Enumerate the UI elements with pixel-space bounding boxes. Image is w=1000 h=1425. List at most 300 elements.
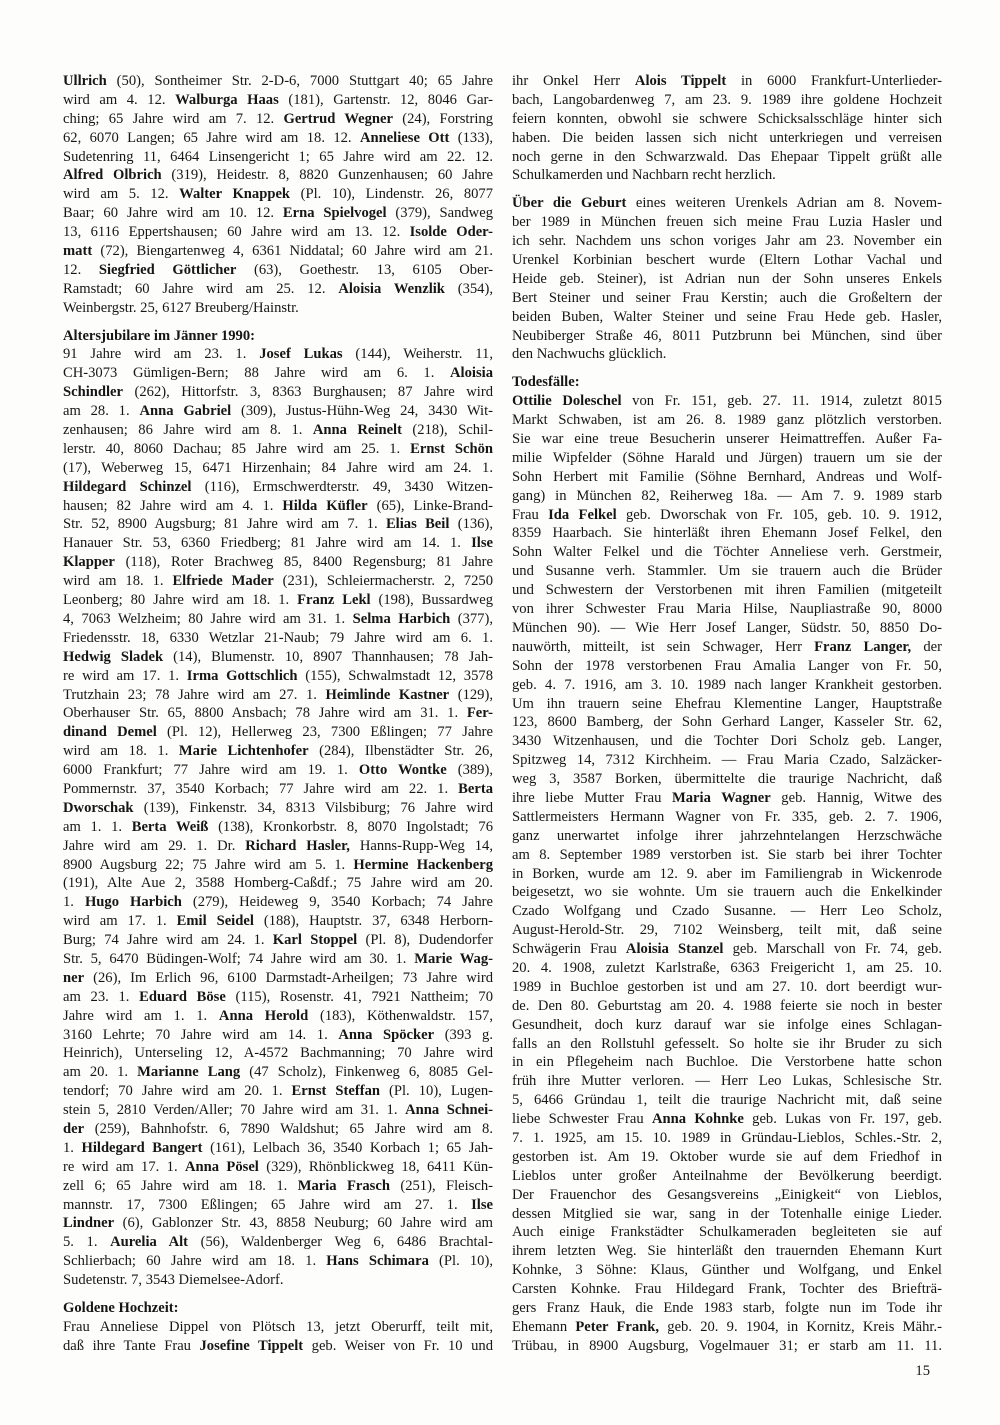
text-column-left — [63, 72, 493, 1356]
bold-name: Ottilie Doleschel — [512, 393, 622, 410]
text-line — [63, 837, 493, 856]
text-span: gestorben ist. Am 19. Oktober wurde sie auf dem Friedhof in — [512, 1148, 942, 1165]
text-span: geb. Dworschak von Fr. 105, geb. 10. 9. 1912, — [616, 506, 942, 523]
text-span: de. Den 80. Geburtstag am 20. 4. 1988 feierte sie noch in bester — [512, 997, 942, 1014]
text-span: (379), Sandweg — [386, 205, 493, 222]
bold-name: Ida Felkel — [548, 506, 617, 523]
text-line — [512, 827, 942, 846]
text-span: am 20. 1. — [63, 1064, 138, 1081]
text-line — [512, 232, 942, 251]
text-line — [512, 308, 942, 327]
text-line — [512, 695, 942, 714]
text-span: Hanns-Rupp-Weg 14, — [349, 837, 493, 854]
text-span: Str. 5, 6470 Büdingen-Wolf; 74 Jahre wird am 30. 1. — [63, 950, 415, 967]
bold-name: Ilse — [471, 535, 493, 552]
text-line — [512, 638, 942, 657]
bold-name: Karl Stoppel — [272, 932, 358, 949]
text-span: Heinrich), Unterseling 12, A-4572 Bachmanning; 70 Jahre wird — [63, 1045, 493, 1062]
text-span: (329), Rhönblickweg 18, 6411 Kün- — [258, 1158, 493, 1175]
text-span: geb. 4. 7. 1916, am 3. 10. 1989 nach langer Krankheit gestorben. — [512, 676, 942, 693]
bold-name: Ilse — [471, 1196, 493, 1213]
text-span: (309), Justus-Hühn-Weg 24, 3430 Wit- — [231, 403, 493, 420]
text-span: (136), — [449, 516, 493, 533]
text-line — [63, 648, 493, 667]
text-span: ihr Onkel Herr — [512, 73, 635, 89]
text-span: Sohn Walter Felkel und die Töchter Anneliese verh. Gerstmeir, — [512, 544, 942, 561]
text-span: (133), — [449, 129, 493, 146]
text-line — [512, 129, 942, 148]
text-line — [63, 553, 493, 572]
text-span: ich sehr. Nachdem uns schon voriges Jahr am 23. November ein — [512, 233, 942, 250]
text-line — [512, 1072, 942, 1091]
bold-name: Franz Langer, — [814, 638, 912, 655]
text-span: 6000 Frankfurt; 77 Jahre wird am 19. 1. — [63, 762, 359, 779]
text-span: Sudetenring 11, 6464 Linsengericht 1; 65 Jahre wird am 22. 12. — [63, 148, 493, 165]
text-span: Friedensstr. 18, 6330 Wetzlar 21-Naub; 79 Jahre wird am 6. 1. — [63, 629, 493, 646]
text-line — [512, 808, 942, 827]
bold-name: Lindner — [63, 1215, 115, 1232]
text-line — [63, 818, 493, 837]
text-line — [512, 1280, 942, 1299]
text-span: früh ihre Mutter verloren. — Herr Leo Lukas, Schlesische Str. — [512, 1073, 942, 1090]
paragraph — [63, 345, 493, 1290]
bold-name: Hilda Küfler — [282, 497, 368, 514]
text-line — [63, 591, 493, 610]
bold-name: Aurelia Alt — [110, 1234, 189, 1251]
text-span: tendorf; 70 Jahre wird am 20. 1. — [63, 1083, 292, 1100]
bold-name: Alois Tippelt — [634, 73, 727, 89]
text-span: 4, 7063 Welzheim; 80 Jahre wird am 31. 1. — [63, 610, 353, 627]
text-span: Lieblos unter großer Anteilnahme der Bevölkerung beerdigt. — [512, 1167, 942, 1184]
bold-name: Emil Seidel — [176, 913, 254, 930]
bold-name: Aloisia — [450, 365, 493, 382]
bold-name: Elfriede Mader — [172, 573, 274, 590]
text-span: Gesundheit, doch kurz darauf war sie infolge eines Schlagan- — [512, 1016, 942, 1033]
text-line — [512, 289, 942, 308]
text-span: August-Herold-Str. 29, 7102 Weinsberg, teilt mit, daß seine — [512, 922, 942, 939]
text-line — [512, 91, 942, 110]
paragraph — [63, 72, 493, 318]
text-span: 1. — [63, 1139, 82, 1156]
text-line — [512, 978, 942, 997]
text-line — [63, 610, 493, 629]
text-span: geb. Lukas von Fr. 197, geb. — [743, 1111, 942, 1128]
text-span: noch gerne in den Schwarzwald. Das Ehepaar Tippelt grüßt alle — [512, 148, 942, 165]
text-line — [512, 1318, 942, 1337]
text-span: Baar; 60 Jahre wird am 10. 12. — [63, 205, 283, 222]
text-line — [63, 383, 493, 402]
text-span: 5, 6466 Gründau 1, teilt die traurige Nachricht mit, daß seine — [512, 1092, 942, 1109]
text-span: Auch einige Frankstädter Schulkameraden begleiteten sie auf — [512, 1224, 942, 1241]
bold-name: Hildegard Bangert — [81, 1139, 203, 1156]
text-span: (129), — [449, 686, 493, 703]
text-line — [63, 1007, 493, 1026]
section-heading — [512, 373, 942, 392]
text-span: nauwörth, mitteilt, ist sein Schwager, Herr — [512, 638, 815, 655]
bold-name: Selma Harbich — [352, 610, 451, 627]
text-line — [512, 921, 942, 940]
text-line — [512, 581, 942, 600]
bold-name: Berta — [458, 780, 493, 797]
text-line — [512, 1053, 942, 1072]
text-line — [512, 1091, 942, 1110]
bold-name: Dworschak — [63, 799, 134, 816]
text-line — [63, 1158, 493, 1177]
heading-text: Goldene Hochzeit: — [63, 1300, 179, 1316]
text-line — [63, 1101, 493, 1120]
text-line — [512, 770, 942, 789]
text-line — [63, 1252, 493, 1271]
text-span: der — [911, 638, 942, 655]
text-span: (65), Linke-Brand- — [367, 497, 493, 514]
text-span: Urenkel Korbinian beschert wurde (Eltern Lothar Vachal und — [512, 252, 942, 269]
text-span: 3160 Lehrte; 70 Jahre wird am 14. 1. — [63, 1026, 339, 1043]
text-line — [63, 799, 493, 818]
text-line — [512, 430, 942, 449]
text-line — [63, 110, 493, 129]
text-span: (17), Weberweg 15, 6471 Hirzenhain; 84 Jahre wird am 24. 1. — [63, 459, 493, 476]
text-line — [63, 704, 493, 723]
text-span: (47 Scholz), Finkenweg 6, 8085 Gel- — [240, 1064, 493, 1081]
text-span: München 90). — Wie Herr Josef Langer, Südstr. 50, 8850 Do- — [512, 619, 942, 636]
bold-name: Schindler — [63, 384, 124, 401]
text-span: (183), Köthenwaldstr. 157, — [308, 1007, 493, 1024]
text-span: Schulkamerden und Nachbarn recht herzlich. — [512, 167, 776, 184]
text-line — [63, 780, 493, 799]
text-line — [512, 940, 942, 959]
text-line — [512, 562, 942, 581]
text-span: (Pl. 10), Lugen- — [380, 1083, 493, 1100]
text-span: in 6000 Frankfurt-Unterlieder- — [726, 73, 942, 89]
bold-name: Anna Schnei- — [405, 1102, 493, 1119]
text-line — [512, 1337, 942, 1356]
text-span: wird am 17. 1. — [63, 913, 177, 930]
text-span: (259), Bahnhofstr. 6, 7890 Waldshut; 65 Jahre wird am 8. — [84, 1120, 493, 1137]
text-span: beiden Buben, Walter Steiner und seine Frau Hede geb. Hasler, — [512, 308, 942, 325]
bold-name: matt — [63, 243, 93, 260]
paragraph — [512, 392, 942, 1355]
text-span: (377), — [450, 610, 493, 627]
text-span: (262), Hittorfstr. 3, 8363 Burghausen; 87 Jahre wird — [123, 384, 493, 401]
text-line — [512, 543, 942, 562]
text-span: wird am 4. 12. — [63, 91, 176, 108]
text-line — [63, 280, 493, 299]
text-span: Ramstadt; 60 Jahre wird am 25. 12. — [63, 280, 339, 297]
text-span: (144), Weiherstr. 11, — [342, 346, 493, 363]
text-line — [512, 1148, 942, 1167]
bold-name: Irma Gottschlich — [186, 667, 298, 684]
text-span: in Borken, wurde am 12. 9. aber im Familiengrab in Wickenrode — [512, 865, 942, 882]
text-span: wird am 18. 1. — [63, 743, 179, 760]
bold-name: ner — [63, 969, 85, 986]
text-span: 20. 4. 1908, zuletzt Karlstraße, 6363 Freigericht 1, am 25. 10. — [512, 959, 942, 976]
text-span: Spitzweg 14, 7312 Kirchheim. — Frau Maria Czado, Salzäcker- — [512, 752, 942, 769]
text-line — [63, 1271, 493, 1290]
paragraph — [63, 1318, 493, 1356]
text-span: Der Frauenchor des Gesangsvereins „Einigkeit“ von Lieblos, — [512, 1186, 942, 1203]
text-span: geb. Weiser von Fr. 10 und — [303, 1337, 493, 1354]
text-line — [63, 223, 493, 242]
text-span: Trübau, in 8900 Augsburg, Vogelmauer 31; er starb am 11. 11. — [512, 1337, 942, 1354]
text-span: (191), Alte Aue 2, 3588 Homberg-Caßdf.; 75 Jahre wird am 20. — [63, 875, 493, 892]
text-span: Um ihn trauern seine Ehefrau Klementine Langer, Hauptstraße — [512, 695, 942, 712]
bold-name: Otto Wontke — [358, 762, 447, 779]
text-span: wird am 5. 12. — [63, 186, 180, 203]
bold-name: Marie Lichtenhofer — [178, 743, 309, 760]
text-line — [512, 657, 942, 676]
text-span: zell 6; 65 Jahre wird am 18. 1. — [63, 1177, 298, 1194]
bold-name: Hedwig Sladek — [63, 648, 164, 665]
text-line — [63, 440, 493, 459]
text-line — [512, 213, 942, 232]
section-heading — [63, 327, 493, 346]
bold-name: Peter Frank, — [575, 1318, 660, 1335]
text-span: geb. Hannig, Witwe des — [770, 789, 942, 806]
paragraph — [512, 194, 942, 364]
bold-name: Gertrud Wegner — [283, 110, 393, 127]
text-line — [512, 449, 942, 468]
text-line — [512, 327, 942, 346]
text-span: (118), Roter Brachweg 85, 8400 Regensburg; 81 Jahre — [114, 554, 493, 571]
text-span: (231), Schleiermacherstr. 2, 7250 — [273, 573, 493, 590]
bold-name: Hildegard Schinzel — [63, 478, 192, 495]
text-line — [63, 1233, 493, 1252]
text-span: (Pl. 10), — [428, 1253, 493, 1270]
text-span: 1989 in Buchloe gestorben ist und am 27. 10. dort beerdigt wur- — [512, 978, 942, 995]
text-line — [512, 619, 942, 638]
text-line — [512, 846, 942, 865]
bold-name: Hugo Harbich — [84, 894, 182, 911]
text-line — [512, 600, 942, 619]
bold-name: Anna Reinelt — [312, 422, 402, 439]
text-span: und Schwestern der Verstorbenen mit ihren Familien (mitgeteilt — [512, 582, 942, 599]
text-span: Weinbergstr. 25, 6127 Breuberg/Hainstr. — [63, 299, 299, 316]
text-span: Markt Schwaben, ist am 26. 8. 1989 ganz plötzlich verstorben. — [512, 412, 942, 429]
text-span: 8900 Augsburg 22; 75 Jahre wird am 5. 1. — [63, 856, 354, 873]
text-span: (155), Schwalmstadt 12, 3578 — [297, 667, 493, 684]
section-heading — [63, 1299, 493, 1318]
text-span: ber 1989 in München freuen sich meine Frau Luzia Hasler und — [512, 214, 942, 231]
text-span: ihrem letzten Weg. Sie hinterläßt den trauernden Ehemann Kurt — [512, 1243, 942, 1260]
text-line — [512, 902, 942, 921]
text-span: bach, Langobardenweg 7, am 23. 9. 1989 ihre goldene Hochzeit — [512, 91, 942, 108]
text-line — [63, 402, 493, 421]
text-span: ihre liebe Mutter Frau — [512, 789, 672, 806]
bold-name: Über die Geburt — [512, 195, 627, 212]
text-span: Frau Anneliese Dippel von Plötsch 13, jetzt Oberurff, teilt mit, — [63, 1318, 493, 1335]
text-span: Hanauer Str. 53, 6360 Friedberg; 81 Jahre wird am 14. 1. — [63, 535, 472, 552]
text-line — [512, 1261, 942, 1280]
bold-name: Marianne Lang — [137, 1064, 241, 1081]
text-line — [512, 865, 942, 884]
text-span: stein 5, 2810 Verden/Aller; 70 Jahre wird am 31. 1. — [63, 1102, 406, 1119]
text-span: den Nachwuchs glücklich. — [512, 346, 667, 363]
text-line — [63, 185, 493, 204]
text-line — [63, 893, 493, 912]
text-line — [512, 1129, 942, 1148]
text-span: (115), Rosenstr. 41, 7921 Nattheim; 70 — [225, 988, 493, 1005]
text-span: Schwägerin Frau — [512, 941, 626, 958]
text-span: von Fr. 151, geb. 27. 11. 1914, zuletzt 8015 — [621, 393, 942, 410]
text-span: Heide geb. Steiner), ist Adrian nun der Sohn unseres Enkels — [512, 270, 942, 287]
text-span: (279), Heideweg 9, 3540 Korbach; 74 Jahre — [181, 894, 493, 911]
bold-name: der — [63, 1120, 85, 1137]
text-span: wird am 18. 1. — [63, 573, 173, 590]
text-line — [512, 148, 942, 167]
text-span: re wird am 17. 1. — [63, 1158, 185, 1175]
text-line — [512, 1016, 942, 1035]
text-span: geb. 20. 9. 1904, in Kornitz, Kreis Mähr.- — [659, 1318, 942, 1335]
bold-name: Ernst Steffan — [291, 1083, 380, 1100]
text-span: (Pl. 8), Dudendorfer — [357, 932, 493, 949]
text-line — [63, 1318, 493, 1337]
text-span: (181), Gartenstr. 12, 8046 Gar- — [278, 91, 493, 108]
text-span: (138), Kronkorbstr. 8, 8070 Ingolstadt; 76 — [208, 818, 493, 835]
text-line — [63, 1337, 493, 1356]
text-span: mannstr. 17, 7300 Eßlingen; 65 Jahre wird am 27. 1. — [63, 1196, 472, 1213]
text-span: (393 g. — [434, 1026, 493, 1043]
bold-name: Hans Schimara — [326, 1253, 429, 1270]
text-span: 5. 1. — [63, 1234, 111, 1251]
text-span: 62, 6070 Langen; 65 Jahre wird am 18. 12. — [63, 129, 360, 146]
text-line — [63, 497, 493, 516]
text-span: Trutzhain 23; 78 Jahre wird am 27. 1. — [63, 686, 326, 703]
bold-name: Elias Beil — [385, 516, 450, 533]
text-span: CH-3073 Gümligen-Bern; 88 Jahre wird am 6. 1. — [63, 365, 451, 382]
text-line — [512, 506, 942, 525]
bold-name: Maria Wagner — [671, 789, 771, 806]
text-span: 123, 8600 Bamberg, der Sohn Gerhard Langer, Kasseler Str. 62, — [512, 714, 942, 731]
text-line — [512, 194, 942, 213]
text-line — [512, 411, 942, 430]
text-span: Burg; 74 Jahre wird am 24. 1. — [63, 932, 273, 949]
text-line — [512, 166, 942, 185]
text-span: (63), Goethestr. 13, 6105 Ober- — [236, 261, 493, 278]
text-span: dessen Mitglied sie war, sang in der Totenhalle einige Lieder. — [512, 1205, 942, 1222]
heading-line — [63, 327, 493, 346]
bold-name: Heimlinde Kastner — [325, 686, 450, 703]
text-line — [63, 129, 493, 148]
bold-name: Erna Spielvogel — [282, 205, 387, 222]
text-span: Schlierbach; 60 Jahre wird am 18. 1. — [63, 1253, 327, 1270]
bold-name: dinand Demel — [63, 724, 157, 741]
page-number: 15 — [915, 1363, 930, 1379]
text-line — [63, 261, 493, 280]
text-line — [512, 959, 942, 978]
text-line — [512, 110, 942, 129]
bold-name: Franz Lekl — [297, 592, 371, 609]
text-span: beigesetzt, wo sie wohnte. Um sie trauern auch die Enkelkinder — [512, 884, 942, 901]
bold-name: Marie Wag- — [414, 950, 493, 967]
text-line — [512, 251, 942, 270]
bold-name: Isolde Oder- — [409, 224, 493, 241]
text-line — [512, 732, 942, 751]
text-line — [63, 742, 493, 761]
heading-text: Altersjubilare im Jänner 1990: — [63, 327, 255, 344]
text-span: ganz unerwartet infolge ihrer jahrzehntelangen Herzschwäche — [512, 827, 942, 844]
text-line — [63, 912, 493, 931]
text-line — [512, 524, 942, 543]
text-line — [512, 1110, 942, 1129]
bold-name: Siegfried Göttlicher — [98, 261, 237, 278]
bold-name: Anna Kohnke — [652, 1111, 744, 1128]
text-line — [63, 1120, 493, 1139]
text-line — [63, 72, 493, 91]
bold-name: Josef Lukas — [259, 346, 343, 363]
text-span: (6), Gablonzer Str. 43, 8858 Neuburg; 60 Jahre wird am — [114, 1215, 493, 1232]
text-line — [512, 1186, 942, 1205]
text-span: und Susanne verh. Stammler. Um sie trauern auch die Brüder — [512, 563, 942, 580]
text-line — [63, 421, 493, 440]
text-span: lerstr. 40, 8060 Dachau; 85 Jahre wird am 25. 1. — [63, 440, 411, 457]
text-line — [63, 166, 493, 185]
text-span: Jahre wird am 29. 1. Dr. — [63, 837, 246, 854]
text-span: 91 Jahre wird am 23. 1. — [63, 346, 260, 363]
text-line — [512, 487, 942, 506]
text-line — [512, 468, 942, 487]
text-span: (72), Biengartenweg 4, 6361 Niddatal; 60 Jahre wird am 21. — [92, 243, 493, 260]
text-span: Jahre wird am 1. 1. — [63, 1007, 219, 1024]
bold-name: Hermine Hackenberg — [353, 856, 493, 873]
text-line — [512, 270, 942, 289]
bold-name: Anna Spöcker — [338, 1026, 435, 1043]
text-span: (116), Ermschwerdterstr. 49, 3430 Witzen- — [191, 478, 493, 495]
text-line — [63, 969, 493, 988]
text-line — [63, 629, 493, 648]
text-line — [63, 1196, 493, 1215]
text-span: (284), Ilbenstädter Str. 26, — [308, 743, 493, 760]
text-line — [63, 1139, 493, 1158]
text-line — [63, 459, 493, 478]
text-line — [63, 515, 493, 534]
text-line — [512, 751, 942, 770]
text-span: re wird am 17. 1. — [63, 667, 187, 684]
bold-name: Aloisia Wenzlik — [338, 280, 445, 297]
text-span: am 28. 1. — [63, 403, 140, 420]
text-span: hausen; 82 Jahre wird am 4. 1. — [63, 497, 283, 514]
text-span: 12. — [63, 261, 99, 278]
text-span: Sudetenstr. 7, 3543 Diemelsee-Adorf. — [63, 1272, 284, 1289]
text-span: Oberhauser Str. 65, 8800 Ansbach; 78 Jahre wird am 31. 1. — [63, 705, 467, 722]
text-span: daß ihre Tante Frau — [63, 1337, 200, 1354]
paragraph — [512, 72, 942, 185]
text-span: Neubiberger Straße 46, 8011 Putzbrunn bei München, sind über — [512, 327, 942, 344]
bold-name: Walburga Haas — [175, 91, 279, 108]
text-span: Carsten Kohnke. Frau Hildegard Frank, Tochter des Briefträ- — [512, 1281, 942, 1298]
text-span: Sattlermeisters Hermann Wagner von Fr. 335, geb. 2. 7. 1906, — [512, 808, 942, 825]
text-line — [63, 1214, 493, 1233]
text-line — [512, 72, 942, 91]
heading-line — [512, 373, 942, 392]
text-span: feiern konnten, obwohl sie schwere Schicksalsschläge hinter sich — [512, 110, 942, 127]
bold-name: Josefine Tippelt — [199, 1337, 304, 1354]
text-line — [512, 997, 942, 1016]
text-span: am 1. 1. — [63, 818, 132, 835]
text-span: liebe Schwester Frau — [512, 1111, 652, 1128]
text-span: Kohnke, 3 Söhne: Klaus, Günther und Wolfgang, und Enkel — [512, 1262, 942, 1279]
text-line — [63, 204, 493, 223]
text-line — [63, 534, 493, 553]
text-line — [63, 1063, 493, 1082]
text-span: in ein Pflegeheim nach Buchloe. Die Verstorbene hatte schon — [512, 1054, 942, 1071]
text-line — [63, 242, 493, 261]
text-span: Frau — [512, 506, 549, 523]
text-span: Sie war eine treue Besucherin unserer Heimattreffen. Außer Fa- — [512, 431, 942, 448]
text-line — [63, 148, 493, 167]
text-line — [512, 1035, 942, 1054]
text-line — [512, 392, 942, 411]
text-line — [63, 345, 493, 364]
